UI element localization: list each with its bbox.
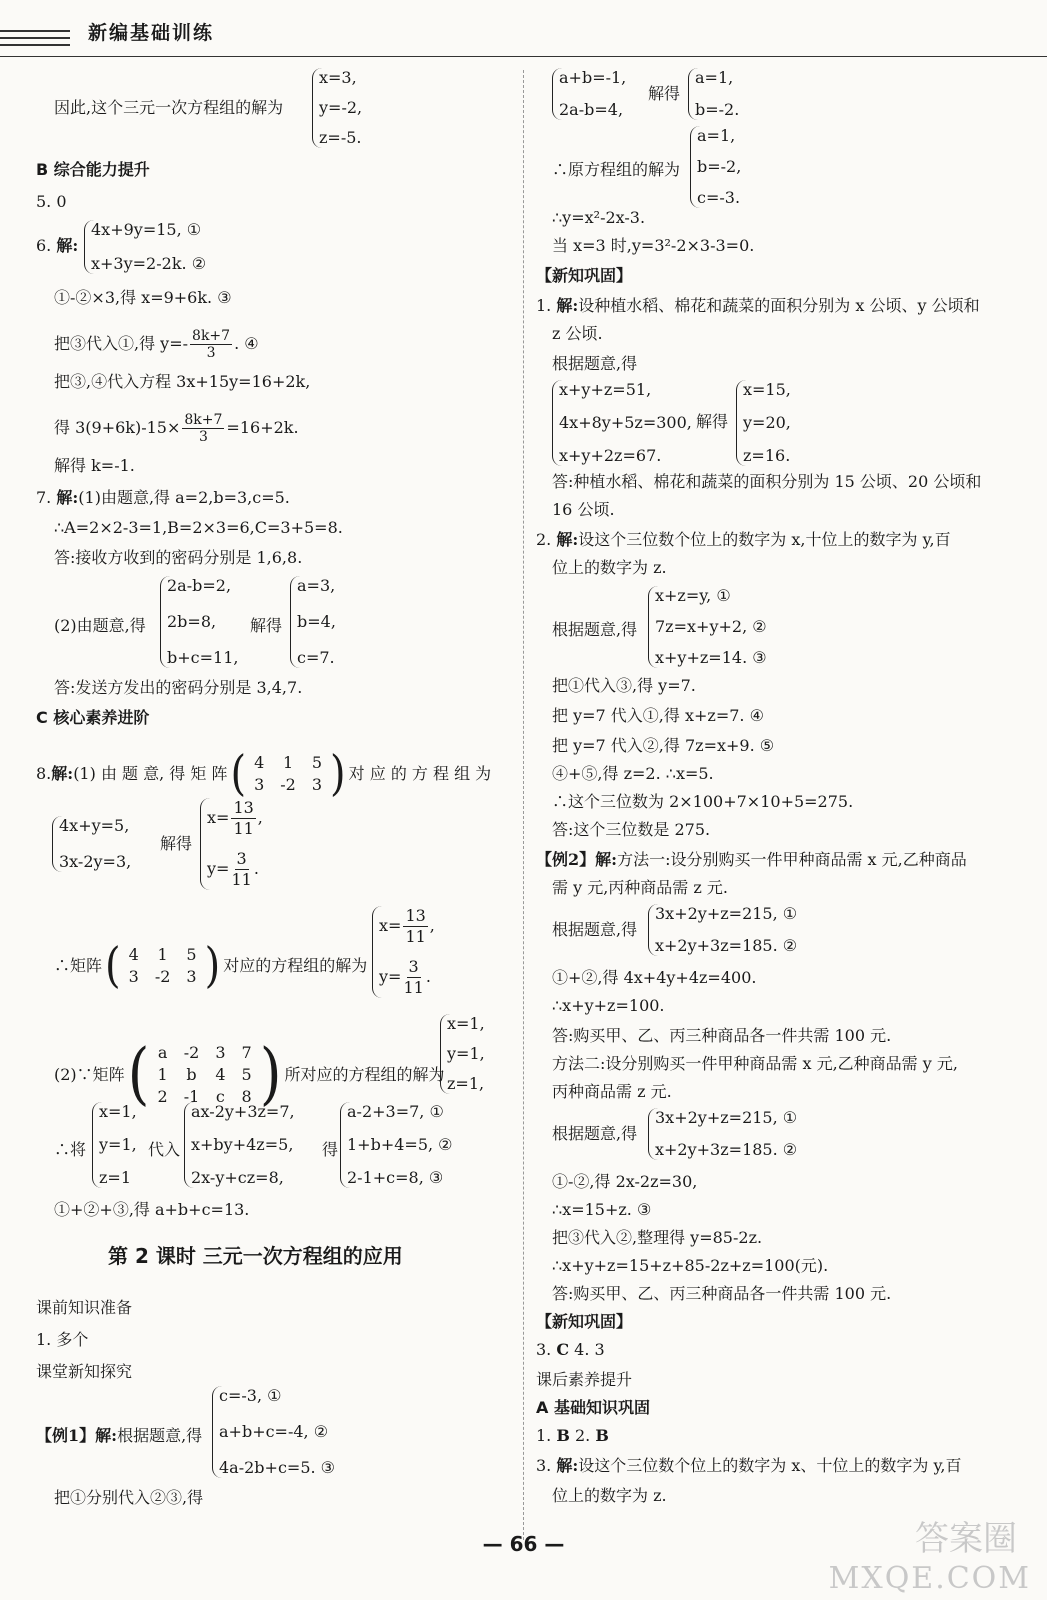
text: (1)由题意,得 a=2,b=3,c=5. (78, 488, 290, 507)
q6-step2 (54, 328, 259, 361)
ex2-line7: 丙种商品需 z 元. (552, 1082, 672, 1101)
sys-row: 2-1+c=8, ③ (347, 1168, 444, 1187)
sys-row: 4a-2b+c=5. ③ (219, 1458, 336, 1477)
q7-line2: ∴A=2×2-3=1,B=2×3=6,C=3+5=8. (54, 518, 343, 537)
sys-row: 2x-y+cz=8, (191, 1168, 284, 1187)
text: . (425, 967, 431, 986)
q7-jiede: 解得 (250, 616, 283, 635)
text: 设这个三位数个位上的数字为 x,十位上的数字为 y,百 (578, 530, 951, 549)
q6-system (84, 220, 206, 274)
p2-line2: 位上的数字为 z. (552, 558, 667, 577)
sys-row: 3x+2y+z=215, ① (655, 1108, 798, 1127)
matrix-cell: 5 (186, 945, 197, 964)
q7-part2: (2)由题意,得 (54, 616, 146, 635)
q8-number: 8. (36, 764, 52, 783)
q6-result: 解得 k=-1. (54, 456, 135, 475)
fraction (190, 328, 232, 361)
q8-solution1 (200, 798, 263, 890)
sys-row: b=4, (297, 612, 336, 631)
text: ∴矩阵 (54, 956, 103, 975)
sys-row: y=1, (447, 1044, 485, 1063)
sys-row: 4x+y=5, (59, 816, 130, 835)
text: y= (207, 859, 230, 878)
fraction (403, 906, 427, 947)
text: . ④ (234, 334, 259, 353)
ex2-line3: ①+②,得 4x+4y+4z=400. (552, 968, 757, 987)
p2-jie: 解: (556, 530, 579, 549)
xinzhi-heading-1: 【新知巩固】 (536, 266, 633, 285)
q8-therefore: ∴将 (54, 1140, 87, 1159)
p1-line2: z 公顷. (552, 324, 603, 343)
p2-line8: 答:这个三位数是 275. (552, 820, 711, 839)
sys-row: x+2y+3z=185. ② (655, 936, 798, 955)
matrix-cell: 5 (241, 1065, 252, 1084)
answer-choice: B (556, 1426, 570, 1445)
sol-x (207, 798, 263, 839)
q6-number: 6. (36, 236, 57, 255)
sys-row: c=-3. (697, 188, 741, 207)
watermark-logo: 答案圈 (915, 1519, 1017, 1559)
matrix-cell: 1 (157, 1065, 168, 1084)
sys-row: z=-5. (319, 128, 362, 147)
sys-row: a=1, (697, 126, 736, 145)
sys-row: x+2y+3z=185. ② (655, 1140, 798, 1159)
q7-number: 7. (36, 488, 57, 507)
matrix-cell: 3 (215, 1043, 226, 1062)
q6-step4 (54, 412, 299, 445)
ex1-jie: 解: (95, 1426, 118, 1445)
ex1-last: 把①分别代入②③,得 (54, 1488, 204, 1507)
text: x= (379, 916, 402, 935)
sys-row: ax-2y+3z=7, (191, 1102, 295, 1121)
p2-line7: ∴这个三位数为 2×100+7×10+5=275. (552, 792, 854, 811)
text: 把③代入①,得 y=- (54, 334, 189, 353)
text: 根据题意,得 (117, 1426, 203, 1445)
ex1-tag: 【例1】 (36, 1426, 96, 1445)
sys-row: 2a-b=2, (167, 576, 232, 595)
matrix-cell: 4 (128, 945, 139, 964)
ex2-tag: 【例2】 (536, 850, 596, 869)
a3-line1 (536, 1456, 961, 1476)
frac-den: 11 (403, 978, 424, 997)
matrix-1: ( 4 1 5 3 -2 3 ) (230, 746, 346, 802)
frac-num: 13 (405, 906, 426, 925)
q6-step3: 把③,④代入方程 3x+15y=16+2k, (54, 372, 311, 391)
matrix-cell: 5 (311, 753, 323, 772)
r-jiede: 解得 (648, 84, 681, 103)
text: 对应的方程组的解为 (223, 956, 368, 975)
frac-num: 8k+7 (184, 412, 223, 428)
section-b-heading: B 综合能力提升 (36, 160, 150, 179)
xz2-answers (536, 1340, 605, 1360)
sys-row: a=1, (695, 68, 734, 87)
sys-row: y=-2, (319, 98, 363, 117)
p1-line3: 根据题意,得 (552, 354, 638, 373)
ex2-line8: ①-②,得 2x-2z=30, (552, 1172, 698, 1191)
sys-row: x=3, (319, 68, 357, 87)
answer-choice: B (595, 1426, 609, 1445)
a3-jie: 解: (556, 1456, 579, 1475)
frac-den: 3 (198, 429, 208, 445)
matrix-cell: 3 (311, 775, 323, 794)
q8-system5 (340, 1102, 453, 1188)
text: 得 3(9+6k)-15× (54, 418, 181, 437)
sys-row: a-2+3=7, ① (347, 1102, 444, 1121)
sys-row: 4x+8y+5z=300, (559, 413, 692, 432)
sys-row: b+c=11, (167, 648, 239, 667)
frac-den: 3 (206, 345, 216, 361)
matrix-cell: -2 (280, 775, 296, 794)
text: 3. (536, 1340, 557, 1359)
sys-row: b=-2, (697, 157, 742, 176)
matrix-cell: c (215, 1087, 225, 1106)
ex2-line6: 方法二:设分别购买一件甲种商品需 x 元,乙种商品需 y 元, (552, 1054, 958, 1073)
header-decoration (0, 30, 70, 51)
ex2-line11: ∴x+y+z=15+z+85-2z+z=100(元). (552, 1256, 829, 1275)
watermark-url: MXQE.COM (828, 1561, 1031, 1596)
sol-y (379, 957, 435, 998)
matrix-cell: 8 (241, 1087, 252, 1106)
sys-row: x+by+4z=5, (191, 1135, 294, 1154)
sys-row: z=16. (743, 446, 791, 465)
matrix-1-repeat: ( 4 1 5 3 -2 3 ) (105, 938, 221, 994)
matrix-cell: a (157, 1043, 168, 1062)
q8-system3 (92, 1102, 137, 1188)
frac-num: 8k+7 (192, 328, 231, 344)
ex2-line2: 需 y 元,丙种商品需 z 元. (552, 878, 728, 897)
text: 4. 3 (569, 1340, 605, 1359)
matrix-cell: -2 (183, 1043, 200, 1062)
text: 1. (536, 1426, 557, 1445)
q8-jie: 解: (51, 764, 74, 783)
a-answers (536, 1426, 609, 1446)
pre-class-heading: 课前知识准备 (36, 1298, 133, 1317)
sol-y (207, 849, 263, 890)
sys-row: c=-3, ① (219, 1386, 282, 1405)
sys-row: 3x+2y+z=215, ① (655, 904, 798, 923)
q7-system (160, 576, 238, 668)
p2-line5: 把 y=7 代入②,得 7z=x+9. ⑤ (552, 736, 775, 755)
matrix-cell: 3 (186, 967, 197, 986)
sys-row: a+b+c=-4, ② (219, 1422, 329, 1441)
p1-ans2: 16 公顷. (552, 500, 615, 519)
p2-system (648, 586, 767, 668)
ex2-line10: 把③代入②,整理得 y=85-2z. (552, 1228, 763, 1247)
ex1-label (36, 1426, 202, 1446)
r-line2: 当 x=3 时,y=3²-2×3-3=0. (552, 236, 755, 255)
p1-ans1: 答:种植水稻、棉花和蔬菜的面积分别为 15 公顷、20 公顷和 (552, 472, 982, 491)
matrix-cell: -1 (183, 1087, 200, 1106)
sys-row: z=1 (99, 1168, 132, 1187)
q7-solution (290, 576, 336, 668)
text: 所对应的方程组的解为 (284, 1065, 445, 1084)
sys-row: 3x-2y=3, (59, 852, 132, 871)
ex1-system (212, 1386, 335, 1478)
q7-line3: 答:接收方收到的密码分别是 1,6,8. (54, 548, 303, 567)
matrix-cell: 1 (157, 945, 168, 964)
fraction (231, 849, 251, 890)
q8-solution2 (440, 1014, 485, 1094)
ex2-line1 (536, 850, 967, 870)
text: =16+2k. (226, 418, 299, 437)
p1-number: 1. (536, 296, 557, 315)
frac-den: 11 (233, 819, 254, 838)
xinzhi-heading-2: 【新知巩固】 (536, 1312, 633, 1331)
sys-row: x+y+z=51, (559, 380, 652, 399)
ex2-line5: 答:购买甲、乙、丙三种商品各一件共需 100 元. (552, 1026, 892, 1045)
q7-answer: 答:发送方发出的密码分别是 3,4,7. (54, 678, 303, 697)
sys-row: 2a-b=4, (559, 100, 624, 119)
a3-number: 3. (536, 1456, 557, 1475)
q8-de: 得 (322, 1140, 339, 1159)
q8-final: ①+②+③,得 a+b+c=13. (54, 1200, 250, 1219)
r-system2 (688, 68, 739, 120)
sys-row: c=7. (297, 648, 335, 667)
text: (1) 由 题 意, 得 矩 阵 (73, 764, 228, 783)
q8-line1 (36, 746, 492, 802)
ex2-text: 根据题意,得 (552, 920, 638, 939)
sys-row: y=1, (99, 1135, 137, 1154)
p2-line6: ④+⑤,得 z=2. ∴x=5. (552, 764, 714, 783)
fraction (403, 957, 423, 998)
answer-choice: C (556, 1340, 570, 1359)
q8-jiede: 解得 (160, 834, 193, 853)
ex2-line12: 答:购买甲、乙、丙三种商品各一件共需 100 元. (552, 1284, 892, 1303)
sys-row: 1+b+4=5, ② (347, 1135, 453, 1154)
header-rule (0, 56, 1047, 57)
frac-den: 11 (405, 927, 426, 946)
p1-line1 (536, 296, 980, 316)
matrix-cell: 3 (128, 967, 139, 986)
ex2-text2: 根据题意,得 (552, 1124, 638, 1143)
r-orig: ∴原方程组的解为 (552, 160, 681, 179)
q6-step1: ①-②×3,得 x=9+6k. ③ (54, 288, 232, 307)
p1-solution (736, 380, 791, 466)
sys-row: x=15, (743, 380, 791, 399)
text: 对 应 的 方 程 组 为 (348, 764, 492, 783)
ex2-line9: ∴x=15+z. ③ (552, 1200, 652, 1219)
r-system1 (552, 68, 626, 120)
sys-row: x+z=y, ① (655, 586, 731, 605)
q7-line1 (36, 488, 290, 508)
matrix-cell: 4 (215, 1065, 226, 1084)
l1-solution-system (312, 68, 362, 148)
text: , (429, 916, 435, 935)
r-line1: ∴y=x²-2x-3. (552, 208, 646, 227)
p2-line4: 把 y=7 代入①,得 x+z=7. ④ (552, 706, 764, 725)
ex2-system2 (648, 1108, 797, 1160)
fraction (231, 798, 255, 839)
text: . (253, 859, 259, 878)
p1-jie: 解: (556, 296, 579, 315)
after-class-heading: 课后素养提升 (536, 1370, 633, 1389)
p2-number: 2. (536, 530, 557, 549)
section-c-heading: C 核心素养进阶 (36, 708, 150, 727)
text: 方法一:设分别购买一件甲种商品需 x 元,乙种商品 (617, 850, 967, 869)
p1-system (552, 380, 692, 466)
q7-jie: 解: (56, 488, 79, 507)
q8-system1 (52, 816, 131, 872)
pre-class-answer: 1. 多个 (36, 1330, 89, 1349)
sol-x (379, 906, 435, 947)
q5-answer: 5. 0 (36, 192, 67, 211)
q8-dairu: 代入 (148, 1140, 181, 1159)
page-number: — 66 — (482, 1532, 565, 1556)
text: y= (379, 967, 402, 986)
matrix-cell: b (186, 1065, 197, 1084)
sys-row: a=3, (297, 576, 336, 595)
q8-solution1-repeat (372, 906, 435, 998)
sys-row: z=1, (447, 1074, 485, 1093)
ex2-line4: ∴x+y+z=100. (552, 996, 665, 1015)
page-header (0, 0, 1047, 64)
matrix-cell: 2 (157, 1087, 168, 1106)
a3-line2: 位上的数字为 z. (552, 1486, 667, 1505)
frac-num: 3 (408, 957, 419, 976)
p2-line3: 把①代入③,得 y=7. (552, 676, 696, 695)
p2-line1 (536, 530, 951, 550)
matrix-cell: 7 (241, 1043, 252, 1062)
sys-row: b=-2. (695, 100, 740, 119)
header-title: 新编基础训练 (88, 22, 215, 44)
frac-num: 3 (236, 849, 247, 868)
text: 设这个三位数个位上的数字为 x、十位上的数字为 y,百 (578, 1456, 962, 1475)
sys-row: a+b=-1, (559, 68, 627, 87)
sys-row: y=20, (743, 413, 791, 432)
sys-row: 4x+9y=15, ① (91, 220, 202, 239)
matrix-cell: -2 (154, 967, 171, 986)
lesson-title: 第 2 课时 三元一次方程组的应用 (108, 1244, 403, 1268)
l1-text: 因此,这个三元一次方程组的解为 (54, 98, 284, 117)
q6-label (36, 236, 78, 256)
sys-row: x+y+z=14. ③ (655, 648, 767, 667)
frac-den: 11 (231, 870, 252, 889)
r-system3 (690, 126, 741, 208)
text: x= (207, 808, 230, 827)
q6-jie: 解: (56, 236, 79, 255)
matrix-cell: 4 (254, 753, 265, 772)
matrix-cell: 1 (282, 753, 294, 772)
sys-row: x=1, (99, 1102, 137, 1121)
p1-jiede: 解得 (696, 412, 729, 431)
column-divider (523, 70, 524, 1540)
text: , (257, 808, 263, 827)
matrix-cell: 3 (254, 775, 265, 794)
frac-num: 13 (233, 798, 254, 817)
sys-row: x+y+2z=67. (559, 446, 662, 465)
text: (2)∵矩阵 (54, 1065, 125, 1084)
q8-system4 (184, 1102, 295, 1188)
ex2-system (648, 904, 797, 956)
sys-row: x=1, (447, 1014, 485, 1033)
sys-row: 7z=x+y+2, ② (655, 617, 767, 636)
fraction (182, 412, 224, 445)
ex2-jie: 解: (595, 850, 618, 869)
text: 设种植水稻、棉花和蔬菜的面积分别为 x 公顷、y 公顷和 (578, 296, 980, 315)
matrix-2: ( a -2 3 7 1 b 4 5 2 -1 c 8 ) (127, 1035, 282, 1114)
sys-row: 2b=8, (167, 612, 217, 631)
in-class-heading: 课堂新知探究 (36, 1362, 133, 1381)
q8-line3 (54, 938, 368, 994)
section-a-heading: A 基础知识巩固 (536, 1398, 650, 1417)
sys-row: x+3y=2-2k. ② (91, 254, 207, 273)
p2-text: 根据题意,得 (552, 620, 638, 639)
text: 2. (569, 1426, 596, 1445)
